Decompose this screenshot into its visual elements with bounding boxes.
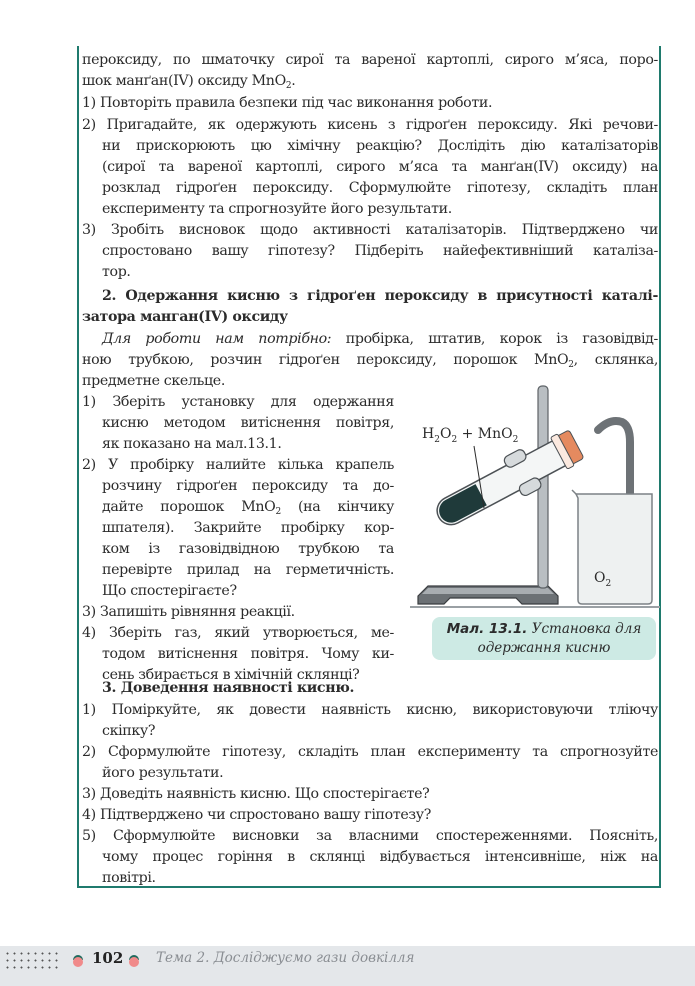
svg-text:H2O2 + MnO2: $H_2O_2 + MnO_2$ [422,426,519,445]
step-2-1-cont: як показано на мал.13.1. [102,436,282,452]
section-2-heading: 2. Одержання кисню з гідроґен пероксиду в присутності каталі- [102,288,658,304]
step-1-2: 2) Пригадайте, як одержують кисень з гідроґен пероксиду. Які речови- [82,117,658,133]
materials-line [82,350,658,371]
step-3-5-cont: чому процес горіння в склянці відбувається інтенсивніше, ніж на [102,849,658,865]
step-3-5-cont: повітрі. [102,870,156,886]
page-number: 102 [92,949,124,967]
figure-caption [432,617,656,660]
text: шок манґан(IV) оксиду MnO [82,73,286,89]
svg-text:O2: $O_2$ [594,570,612,589]
step-1-2-cont: (сирої та вареної картоплі, сирого м’яса та манґан(IV) оксиду) на [102,159,658,175]
step-2-3: 3) Запишіть рівняння реакції. [82,604,295,620]
text: ною трубкою, розчин гідроґен пероксиду, порошок MnO [82,352,569,368]
subscript: 2 [275,507,281,517]
text: дайте порошок MnO [102,499,276,515]
subscript: 2 [568,360,574,370]
step-2-2-cont: Що спостерігаєте? [102,583,237,599]
pink-bullet-icon [72,954,84,968]
intro-line [82,71,658,92]
step-3-1: 1) Поміркуйте, як довести наявність кисню, використовуючи тліючу [82,702,658,718]
caption-text: одержання кисню [477,640,611,656]
chapter-topic: Тема 2. Досліджуємо гази довкілля [156,950,415,966]
lab-setup-figure [410,382,660,608]
caption-text: Установка для [527,621,642,637]
step-2-2-cont: розчину гідроґен пероксиду та до- [102,478,394,494]
lab-apparatus-illustration [410,382,660,608]
dot-grid-decoration [4,950,62,972]
step-1-3-cont: тор. [102,264,131,280]
step-2-2: 2) У пробірку налийте кілька крапель [82,457,394,473]
step-3-2-cont: його результати. [102,765,224,781]
materials-label: Для роботи нам потрібно: [102,331,332,347]
page-footer [0,946,695,986]
section-3-heading: 3. Доведення наявності кисню. [102,680,355,696]
materials-line [102,329,658,350]
caption-number: Мал. 13.1. [446,621,528,637]
step-2-2-cont: шпателя). Закрийте пробірку кор- [102,520,394,536]
step-1-3: 3) Зробіть висновок щодо активності каталізаторів. Підтверджено чи [82,222,658,238]
text: , склянка, [573,352,658,368]
step-1-2-cont: розклад гідроґен пероксиду. Сформулюйте гіпотезу, складіть план [102,180,658,196]
step-1-2-cont: ни прискорюють цю хімічну реакцію? Дослідіть дію каталізаторів [102,138,658,154]
pink-bullet-icon [128,954,140,968]
section-2-heading-cont: затора манган(IV) оксиду [82,309,288,325]
step-3-1-cont: скіпку? [102,723,156,739]
text: . [291,73,296,89]
text: (на кінчику [280,499,394,515]
step-3-4: 4) Підтверджено чи спростовано вашу гіпотезу? [82,807,432,823]
text: пробірка, штатив, корок із газовідвід- [331,331,659,347]
step-2-1: 1) Зберіть установку для одержання [82,394,394,410]
step-3-3: 3) Доведіть наявність кисню. Що спостерігаєте? [82,786,430,802]
step-2-4-cont: тодом витіснення повітря. Чому ки- [102,646,394,662]
step-2-2-cont [102,497,394,518]
step-2-4-cont: сень збирається в хімічній склянці? [102,667,360,683]
step-1-1: 1) Повторіть правила безпеки під час виконання роботи. [82,95,493,111]
step-3-2: 2) Сформулюйте гіпотезу, складіть план експерименту та спрогнозуйте [82,744,658,760]
step-2-1-cont: кисню методом витіснення повітря, [102,415,394,431]
step-3-5: 5) Сформулюйте висновки за власними спостереженнями. Поясніть, [82,828,658,844]
subscript: 2 [285,81,292,91]
step-1-2-cont: експерименту та спрогнозуйте його результати. [102,201,452,217]
materials-line: предметне скельце. [82,373,225,389]
step-2-2-cont: ком із газовідвідною трубкою та [102,541,394,557]
step-1-3-cont: спростовано вашу гіпотезу? Підберіть найефективніший каталіза- [102,243,658,259]
step-2-4: 4) Зберіть газ, який утворюється, ме- [82,625,394,641]
step-2-2-cont: перевірте прилад на герметичність. [102,562,394,578]
intro-line: пероксиду, по шматочку сирої та вареної картоплі, сирого м’яса, поро- [82,52,658,68]
